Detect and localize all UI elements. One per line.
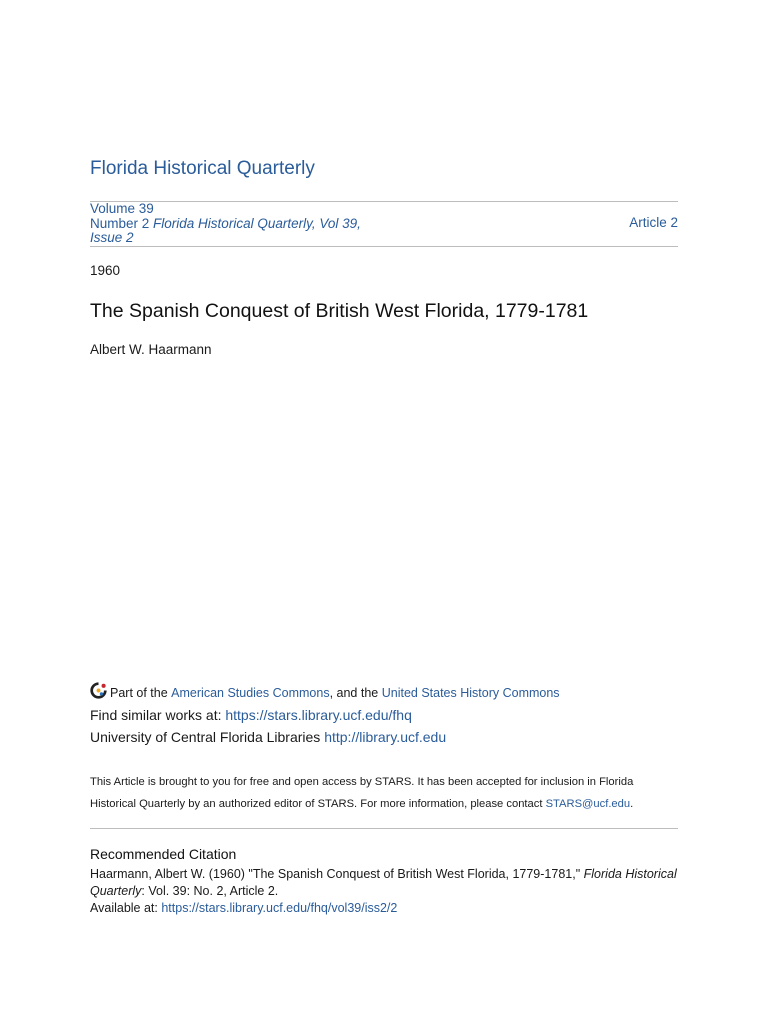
citation-text: Haarmann, Albert W. (1960) "The Spanish Conquest of British West Florida, 1779-1781," [90,867,581,881]
publication-year: 1960 [90,263,121,278]
american-studies-commons-link[interactable]: American Studies Commons [171,685,330,700]
similar-works-label: Find similar works at: [90,707,222,723]
journal-title-link[interactable]: Florida Historical Quarterly [90,158,315,179]
and-the-label: , and the [329,685,379,700]
header-divider-bottom [90,246,678,247]
library-label: University of Central Florida Libraries [90,729,321,745]
series-title[interactable]: Florida Historical Quarterly, Vol 39, [153,215,361,231]
number-label[interactable]: Number 2 [90,215,150,231]
citation-divider [90,828,678,829]
citation-tail: : Vol. 39: No. 2, Article 2. [141,884,279,898]
notice-period: . [630,798,634,810]
similar-works-line [90,707,412,723]
volume-label[interactable]: Volume 39 [90,201,154,216]
citation-journal: Florida Historical Quarterly [90,867,677,898]
contact-email-link[interactable]: STARS@ucf.edu [545,798,631,810]
access-notice [90,771,680,815]
part-of-label: Part of the [110,685,168,700]
author-name: Albert W. Haarmann [90,342,212,357]
article-number-link[interactable]: Article 2 [629,215,678,230]
issue-label[interactable]: Issue 2 [90,230,134,245]
recommended-citation-heading: Recommended Citation [90,846,237,862]
similar-works-link[interactable]: https://stars.library.ucf.edu/fhq [225,707,412,723]
library-link[interactable]: http://library.ucf.edu [324,729,447,745]
citation-url-link[interactable]: https://stars.library.ucf.edu/fhq/vol39/iss2/2 [161,901,398,915]
citation-block [90,866,680,917]
notice-text: This Article is brought to you for free and open access by STARS. It has been accepted for inclusion in Florida Historical Quarterly by an authorized editor of STARS. For more information, please contact [90,776,634,810]
library-line [90,729,446,745]
commons-line [90,684,560,701]
article-title: The Spanish Conquest of British West Florida, 1779-1781 [90,300,589,322]
network-icon [90,682,107,699]
issue-info[interactable] [90,202,390,246]
us-history-commons-link[interactable]: United States History Commons [381,685,560,700]
available-at-label: Available at: [90,901,158,915]
